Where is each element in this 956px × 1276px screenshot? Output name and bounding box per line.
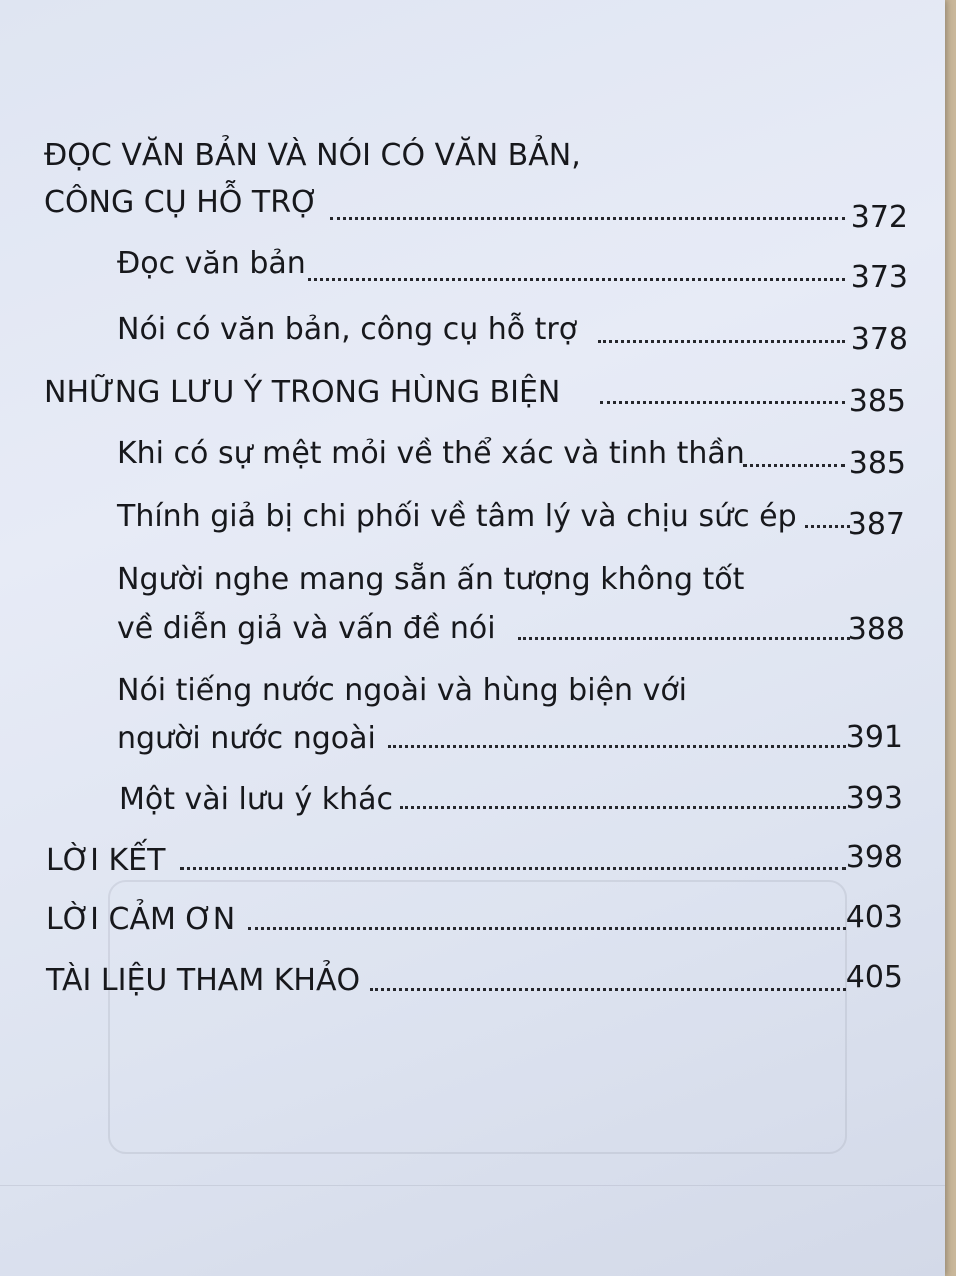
toc-entry-title-line: NHỮNG LƯU Ý TRONG HÙNG BIỆN xyxy=(44,375,561,410)
toc-page-number: 393 xyxy=(845,781,903,816)
toc-entry-title-line: Nói tiếng nước ngoài và hùng biện với xyxy=(117,673,688,708)
toc-entry xyxy=(117,499,797,535)
dot-leader xyxy=(388,745,846,748)
toc-entry xyxy=(44,185,319,221)
dot-leader xyxy=(330,217,845,220)
toc-entry-title-line: CÔNG CỤ HỖ TRỢ xyxy=(44,185,319,220)
toc-entry-title-line: ĐỌC VĂN BẢN VÀ NÓI CÓ VĂN BẢN, xyxy=(44,138,581,173)
toc-page-number: 372 xyxy=(850,200,908,235)
dot-leader xyxy=(248,927,846,930)
toc-entry-title-line: Người nghe mang sẵn ấn tượng không tốt xyxy=(117,562,745,597)
toc-entry xyxy=(46,963,360,999)
toc-page-number: 398 xyxy=(845,840,903,875)
toc-entry-title-line: Khi có sự mệt mỏi về thể xác và tinh thần xyxy=(117,436,745,471)
toc-entry xyxy=(117,562,744,598)
toc-entry xyxy=(117,312,577,348)
dot-leader xyxy=(400,806,846,809)
toc-page-number: 387 xyxy=(847,507,905,542)
toc-page-number: 378 xyxy=(850,322,908,357)
toc-page-number: 385 xyxy=(848,384,906,419)
dot-leader xyxy=(370,988,846,991)
toc-entry xyxy=(44,138,581,174)
toc-entry xyxy=(119,782,393,818)
toc-page-number: 385 xyxy=(848,446,906,481)
dot-leader xyxy=(598,340,845,343)
dot-leader xyxy=(600,401,845,404)
toc-entry xyxy=(117,611,496,647)
toc-entry xyxy=(46,902,235,938)
toc-entry-title-line: Một vài lưu ý khác xyxy=(119,782,393,817)
toc-page-number: 391 xyxy=(845,720,903,755)
toc-entry-title-line: Đọc văn bản xyxy=(117,246,306,281)
dot-leader xyxy=(308,278,845,281)
dot-leader xyxy=(518,637,850,640)
toc-entry-title-line: Thính giả bị chi phối về tâm lý và chịu sức ép xyxy=(117,499,797,534)
toc-entry xyxy=(117,246,306,282)
toc-page-number: 373 xyxy=(850,260,908,295)
toc-entry xyxy=(117,673,687,709)
toc-page-number: 403 xyxy=(845,900,903,935)
toc-entry-title-line: về diễn giả và vấn đề nói xyxy=(117,611,496,646)
toc-entry-title-line: LỜI KẾT xyxy=(46,843,166,878)
dot-leader xyxy=(805,525,850,528)
toc-page-number: 405 xyxy=(845,960,903,995)
toc-entry-title-line: LỜI CẢM ƠN xyxy=(46,902,236,937)
toc-entry-title-line: Nói có văn bản, công cụ hỗ trợ xyxy=(117,312,578,347)
dot-leader xyxy=(743,464,845,467)
dot-leader xyxy=(180,867,846,870)
toc-entry-title-line: TÀI LIỆU THAM KHẢO xyxy=(46,963,361,998)
toc-entry xyxy=(117,436,745,472)
toc-page-number: 388 xyxy=(847,612,905,647)
toc-entry xyxy=(46,843,165,879)
toc-entry-title-line: người nước ngoài xyxy=(117,721,376,756)
toc-entry xyxy=(44,375,560,411)
toc-entry xyxy=(117,721,376,757)
